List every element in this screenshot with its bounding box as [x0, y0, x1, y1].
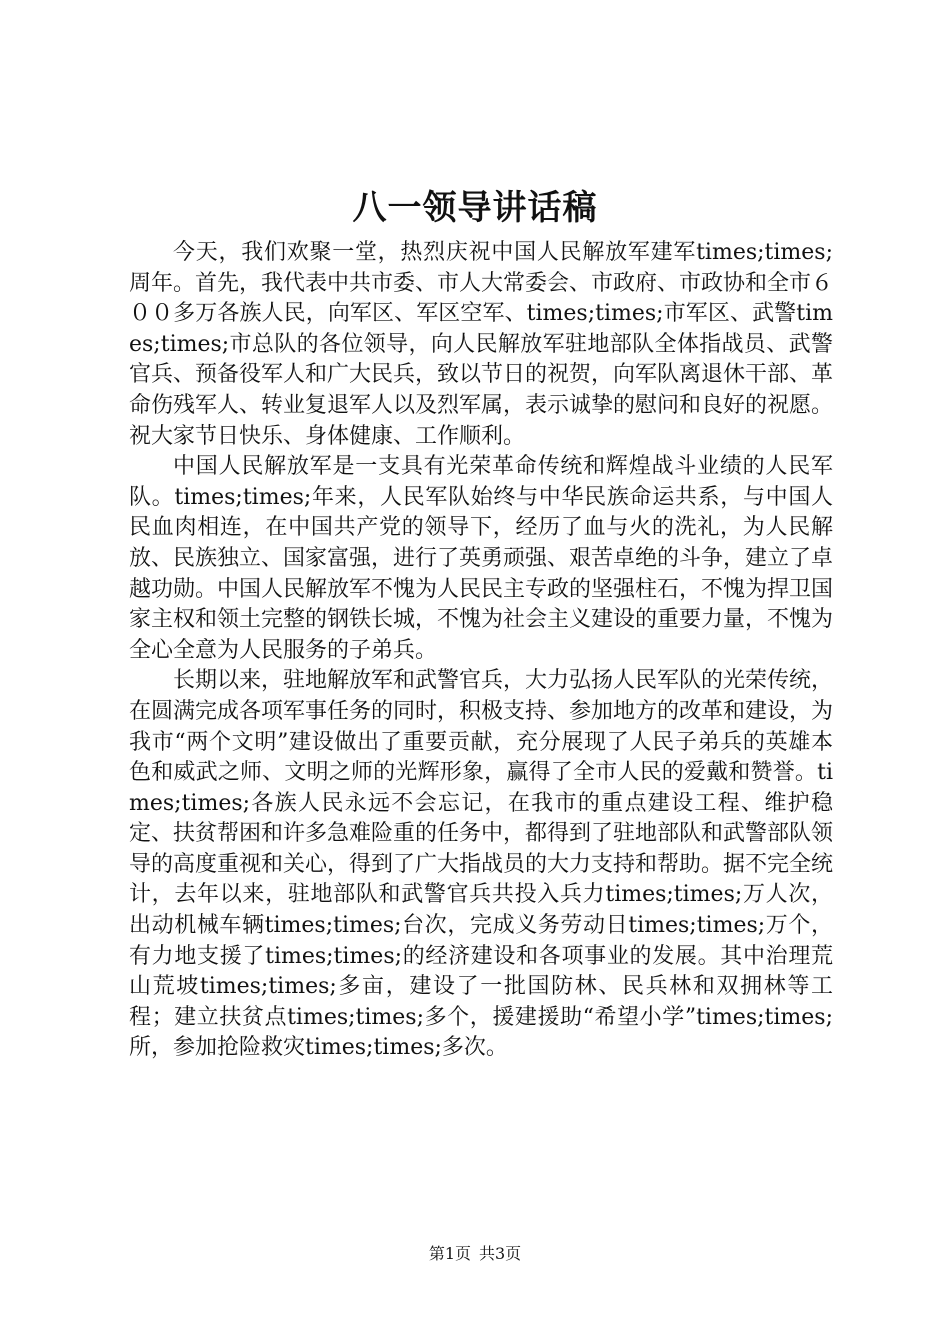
paragraph-3: 长期以来，驻地解放军和武警官兵，大力弘扬人民军队的光荣传统，在圆满完成各项军事任务的同时，积极支持、参加地方的改革和建设，为我市“两个文明”建设做出了重要贡献，充分展现了人民子弟兵的英雄本色和威武之师、文明之师的光辉形象，赢得了全市人民的爱戴和赞誉。times;times;各族人民永远不会忘记，在我市的重点建设工程、维护稳定、扶贫帮困和许多急难险重的任务中，都得到了驻地部队和武警部队领导的高度重视和关心，得到了广大指战员的大力支持和帮助。据不完全统计，去年以来，驻地部队和武警官兵共投入兵力times;times;万人次，出动机械车辆times;times;台次，完成义务劳动日times;times;万个，有力地支援了times;times;的经济建设和各项事业的发展。其中治理荒山荒坡times;times;多亩，建设了一批国防林、民兵林和双拥林等工程；建立扶贫点times;times;多个，援建援助“希望小学”times;times;所，参加抢险救灾times;times;多次。 [129, 668, 834, 1061]
document-title: 八一领导讲话稿 [352, 188, 598, 228]
paragraph-2: 中国人民解放军是一支具有光荣革命传统和辉煌战斗业绩的人民军队。times;times;年来，人民军队始终与中华民族命运共系，与中国人民血肉相连，在中国共产党的领导下，经历了血与火的洗礼，为人民解放、民族独立、国家富强，进行了英勇顽强、艰苦卓绝的斗争，建立了卓越功勋。中国人民解放军不愧为人民民主专政的坚强柱石，不愧为捍卫国家主权和领土完整的钢铁长城，不愧为社会主义建设的重要力量，不愧为全心全意为人民服务的子弟兵。 [129, 454, 834, 663]
paragraph-1: 今天，我们欢聚一堂，热烈庆祝中国人民解放军建军times;times;周年。首先，我代表中共市委、市人大常委会、市政府、市政协和全市６００多万各族人民，向军区、军区空军、times;times;市军区、武警times;times;市总队的各位领导，向人民解放军驻地部队全体指战员、武警官兵、预备役军人和广大民兵，致以节日的祝贺，向军队离退休干部、革命伤残军人、转业复退军人以及烈军属，表示诚挚的慰问和良好的祝愿。祝大家节日快乐、身体健康、工作顺利。 [129, 240, 834, 449]
page-total: 共3页 [479, 1244, 522, 1263]
page-number: 第1页 [428, 1244, 471, 1263]
document-body [129, 238, 833, 1064]
page-footer [0, 1244, 950, 1264]
